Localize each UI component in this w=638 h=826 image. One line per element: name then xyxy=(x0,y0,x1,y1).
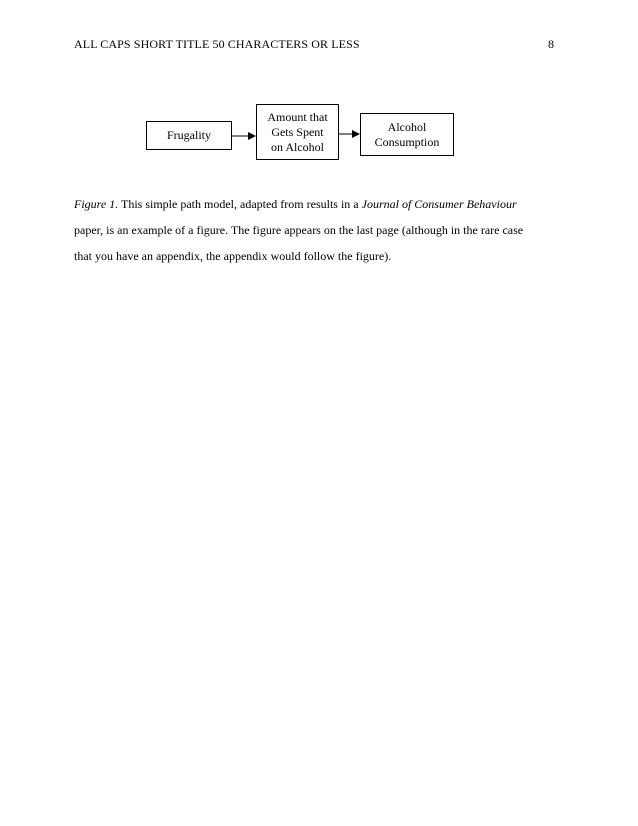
figure-label: Figure 1. xyxy=(74,197,119,211)
node-alcohol-consumption: Alcohol Consumption xyxy=(360,113,454,156)
figure-caption xyxy=(74,191,564,269)
caption-line-1 xyxy=(74,191,564,217)
page-number: 8 xyxy=(548,37,554,51)
caption-text-1: This simple path model, adapted from results in a xyxy=(118,197,362,211)
node-amount-spent-on-alcohol: Amount that Gets Spent on Alcohol xyxy=(256,104,339,160)
caption-line-3: that you have an appendix, the appendix would follow the figure). xyxy=(74,249,392,263)
caption-line-2: paper, is an example of a figure. The figure appears on the last page (although in the rare case xyxy=(74,223,524,237)
node-frugality: Frugality xyxy=(146,121,232,150)
running-head: ALL CAPS SHORT TITLE 50 CHARACTERS OR LESS xyxy=(74,37,360,51)
journal-name: Journal of Consumer Behaviour xyxy=(361,197,517,211)
